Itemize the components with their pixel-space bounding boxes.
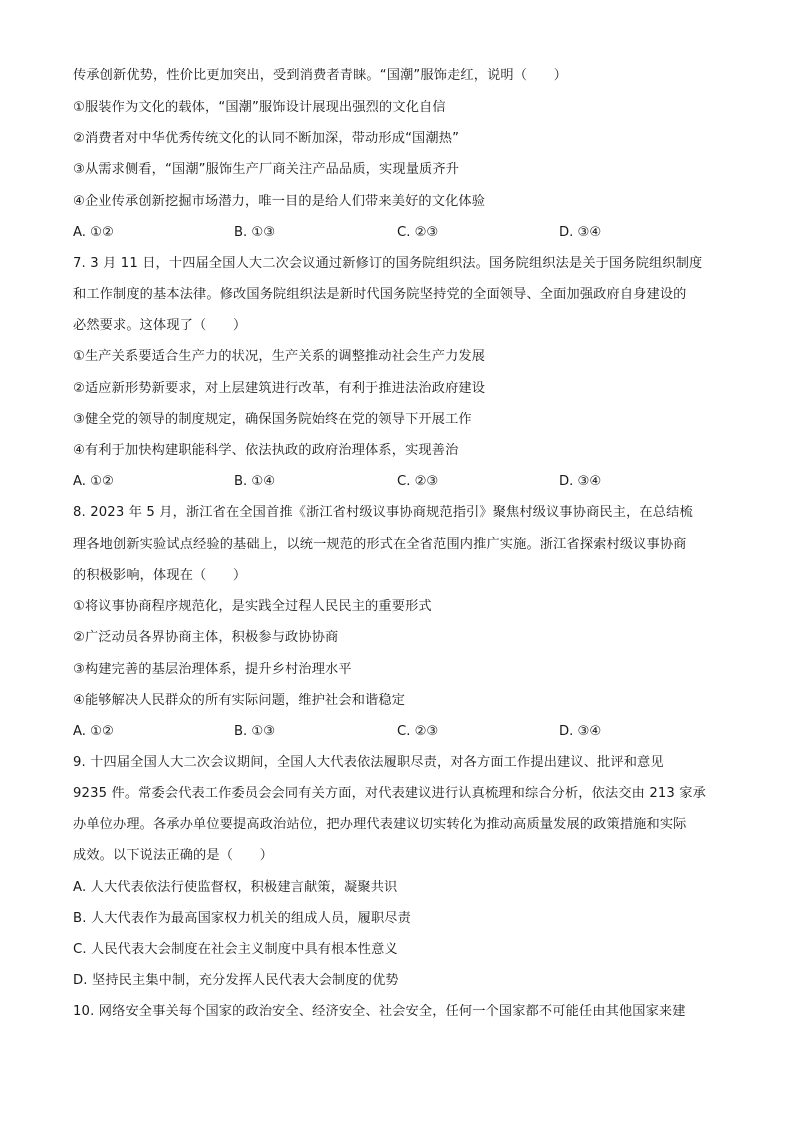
q9-stem-line-4: 成效。以下说法正确的是（ ）: [73, 848, 274, 863]
q8-choice-a: A. ①②: [73, 724, 114, 739]
q8-option-2: ②广泛动员各界协商主体，积极参与政协协商: [73, 630, 339, 645]
q7-option-3: ③健全党的领导的制度规定，确保国务院始终在党的领导下开展工作: [73, 412, 472, 427]
q6-option-2: ②消费者对中华优秀传统文化的认同不断加深，带动形成“国潮热”: [73, 131, 460, 146]
q6-stem-line: 传承创新优势，性价比更加突出，受到消费者青睐。“国潮”服饰走红，说明（ ）: [73, 68, 568, 83]
q6-option-3: ③从需求侧看，“国潮”服饰生产厂商关注产品品质，实现量质齐升: [73, 162, 460, 177]
q6-option-1: ①服装作为文化的载体，“国潮”服饰设计展现出强烈的文化自信: [73, 100, 446, 115]
q7-choice-b: B. ①④: [234, 474, 276, 489]
q6-option-4: ④企业传承创新挖掘市场潜力，唯一目的是给人们带来美好的文化体验: [73, 194, 486, 209]
q7-option-1: ①生产关系要适合生产力的状况，生产关系的调整推动社会生产力发展: [73, 349, 486, 364]
q7-stem-line-2: 和工作制度的基本法律。修改国务院组织法是新时代国务院坚持党的全面领导、全面加强政府自身建设的: [73, 287, 687, 302]
q8-stem-line-2: 理各地创新实验试点经验的基础上，以统一规范的形式在全省范围内推广实施。浙江省探索村级议事协商: [73, 537, 687, 552]
q9-stem-line-3: 办单位办理。各承办单位要提高政治站位，把办理代表建议切实转化为推动高质量发展的政策措施和实际: [73, 817, 687, 832]
q6-choice-b: B. ①③: [234, 225, 276, 240]
q8-option-3: ③构建完善的基层治理体系，提升乡村治理水平: [73, 662, 352, 677]
q8-stem-line-1: 8. 2023 年 5 月，浙江省在全国首推《浙江省村级议事协商规范指引》聚焦村级议事协商民主，在总结梳: [73, 505, 693, 520]
q9-stem-line-1: 9. 十四届全国人大二次会议期间，全国人大代表依法履职尽责，对各方面工作提出建议、批评和意见: [73, 755, 664, 770]
q9-option-c: C. 人民代表大会制度在社会主义制度中具有根本性意义: [73, 942, 398, 957]
q9-option-a: A. 人大代表依法行使监督权，积极建言献策，凝聚共识: [73, 880, 398, 895]
q8-choice-b: B. ①③: [234, 724, 276, 739]
q6-choices: [73, 223, 723, 243]
q10-stem-line-1: 10. 网络安全事关每个国家的政治安全、经济安全、社会安全，任何一个国家都不可能任由其他国家来建: [73, 1004, 686, 1019]
q6-choice-d: D. ③④: [559, 225, 602, 240]
q7-choice-c: C. ②③: [397, 474, 439, 489]
q8-option-1: ①将议事协商程序规范化，是实践全过程人民民主的重要形式: [73, 599, 432, 614]
q7-choices: [73, 472, 723, 492]
q8-choice-d: D. ③④: [559, 724, 602, 739]
q9-option-b: B. 人大代表作为最高国家权力机关的组成人员，履职尽责: [73, 911, 411, 926]
q8-option-4: ④能够解决人民群众的所有实际问题，维护社会和谐稳定: [73, 693, 406, 708]
q7-choice-a: A. ①②: [73, 474, 114, 489]
q8-choices: [73, 722, 723, 742]
q6-choice-a: A. ①②: [73, 225, 114, 240]
q8-choice-c: C. ②③: [397, 724, 439, 739]
q8-stem-line-3: 的积极影响，体现在（ ）: [73, 568, 247, 583]
q7-stem-line-1: 7. 3 月 11 日，十四届全国人大二次会议通过新修订的国务院组织法。国务院组织法是关于国务院组织制度: [73, 256, 703, 271]
q7-choice-d: D. ③④: [559, 474, 602, 489]
q7-stem-line-3: 必然要求。这体现了（ ）: [73, 318, 247, 333]
q7-option-2: ②适应新形势新要求，对上层建筑进行改革，有利于推进法治政府建设: [73, 381, 486, 396]
q7-option-4: ④有利于加快构建职能科学、依法执政的政府治理体系，实现善治: [73, 443, 459, 458]
q9-stem-line-2: 9235 件。常委会代表工作委员会会同有关方面，对代表建议进行认真梳理和综合分析，依法交由 213 家承: [73, 786, 706, 801]
q6-choice-c: C. ②③: [397, 225, 439, 240]
q9-option-d: D. 坚持民主集中制，充分发挥人民代表大会制度的优势: [73, 973, 399, 988]
